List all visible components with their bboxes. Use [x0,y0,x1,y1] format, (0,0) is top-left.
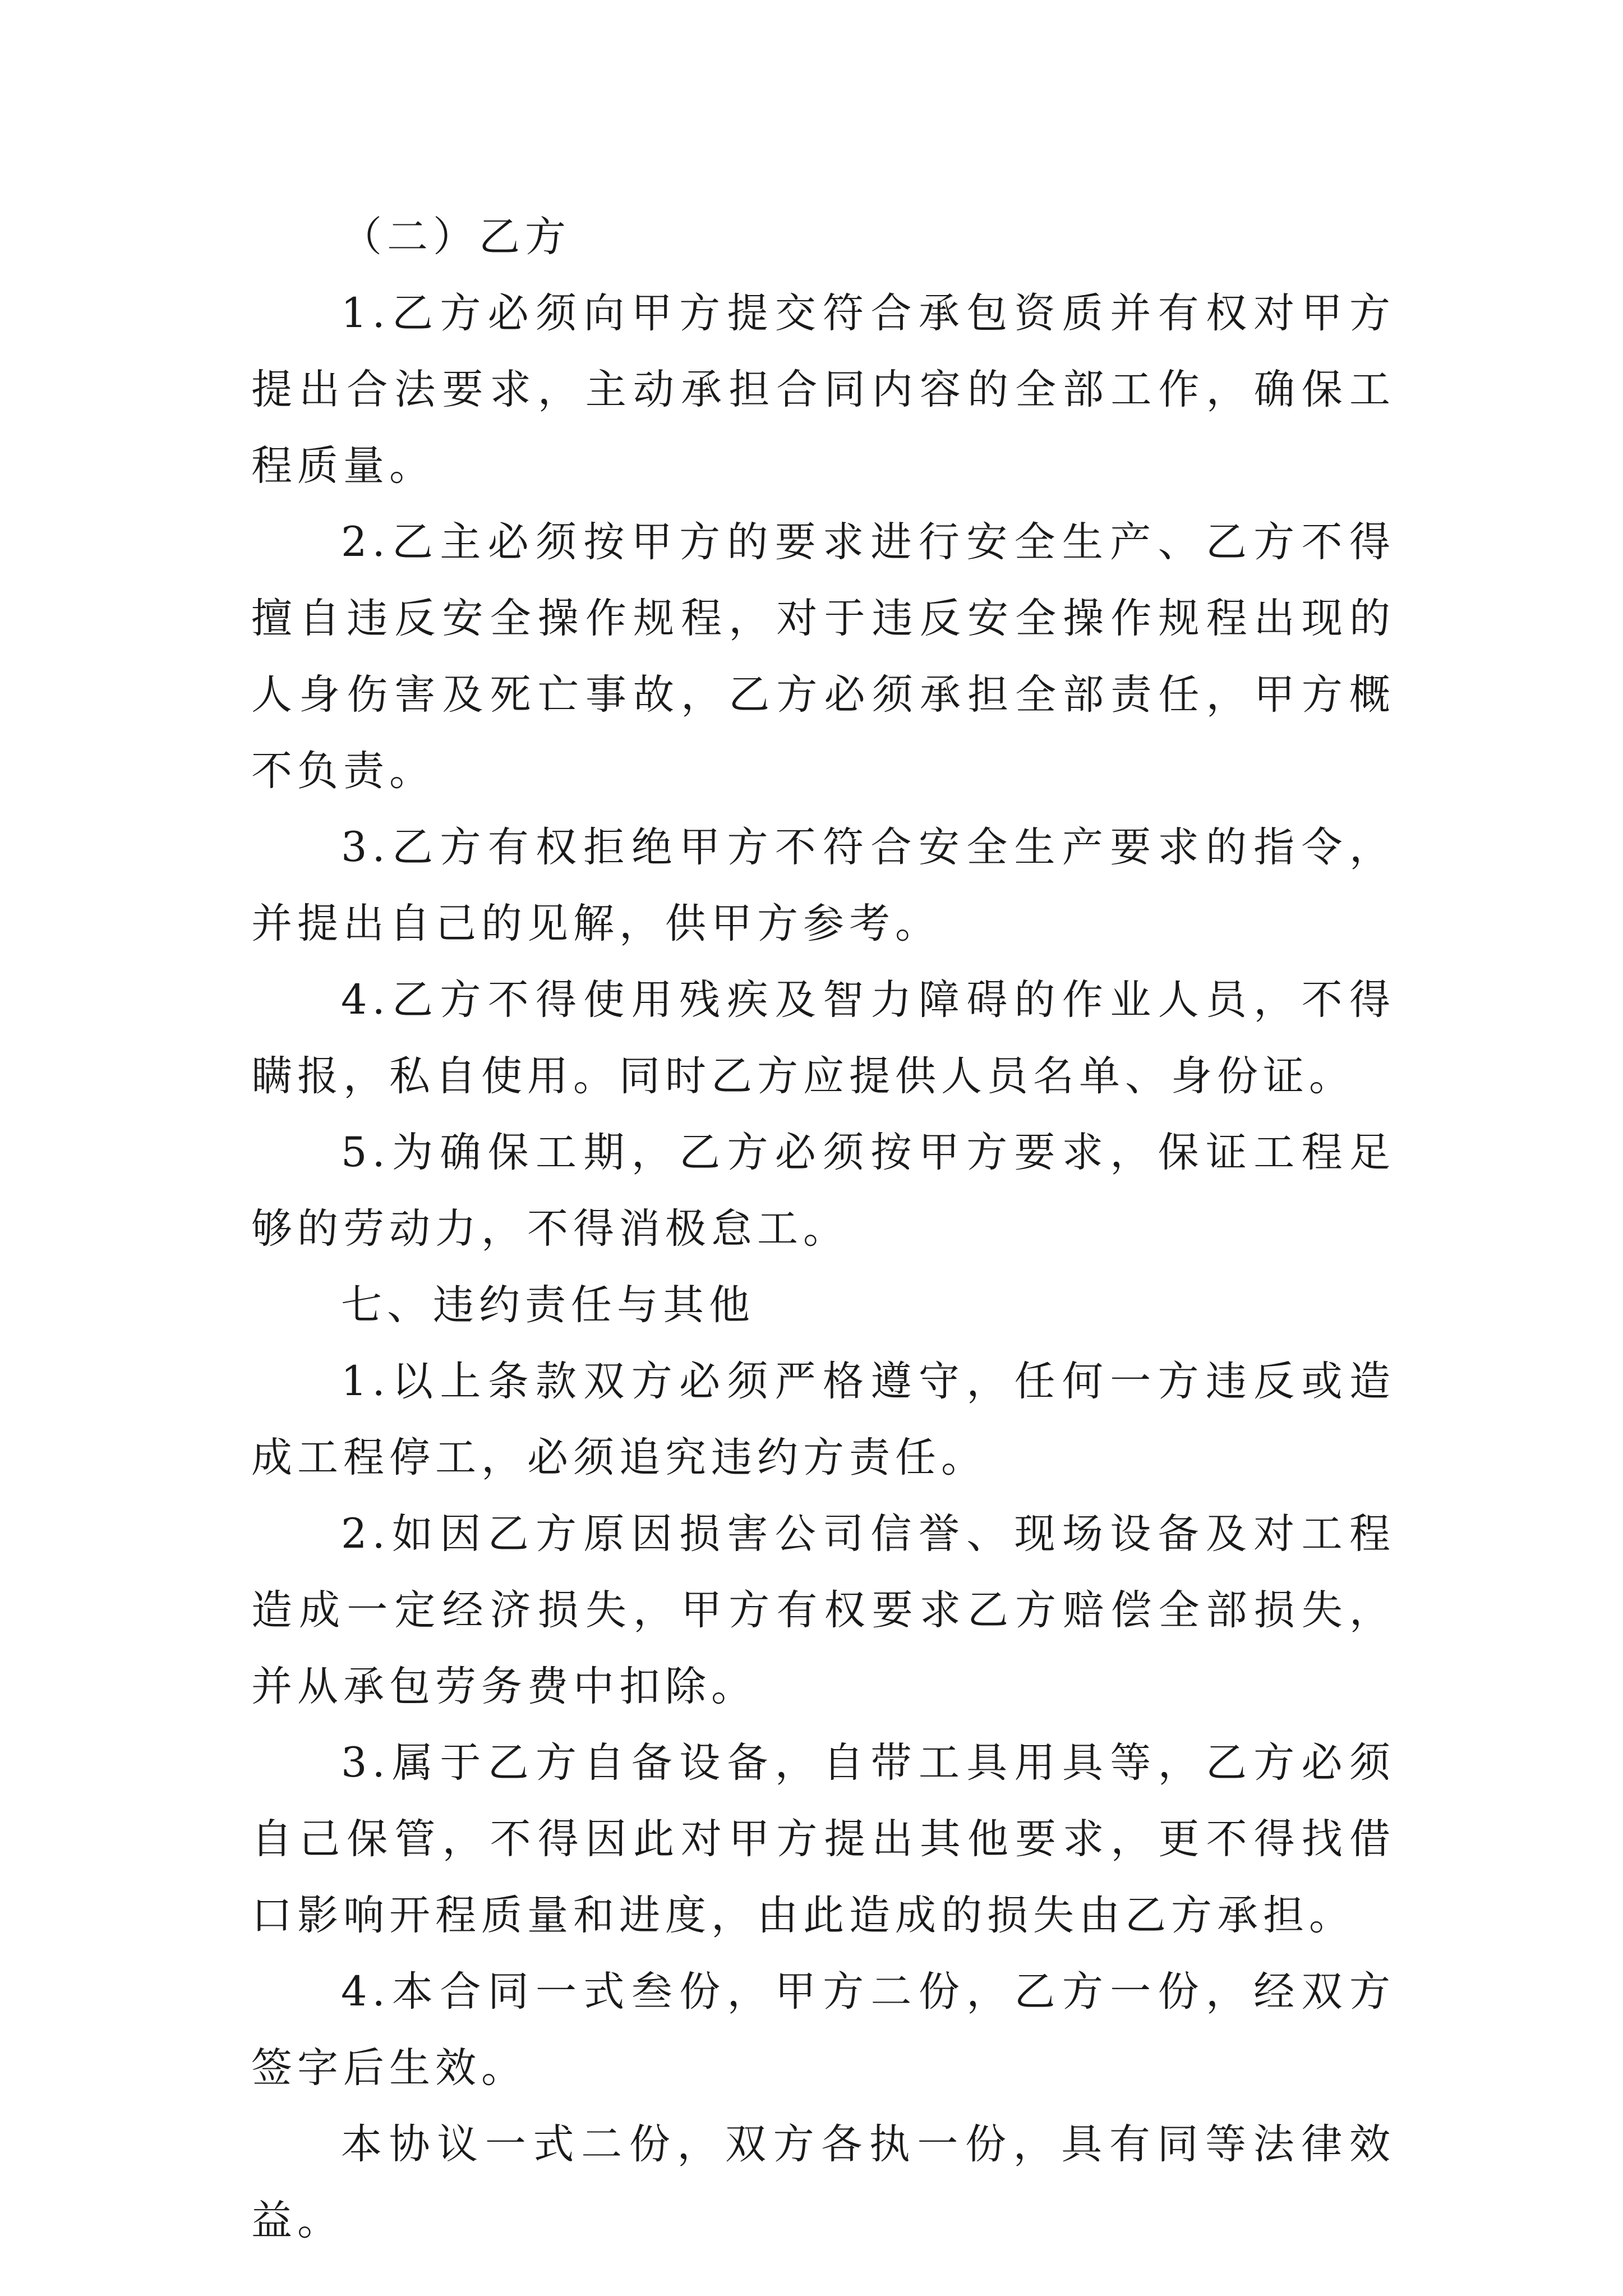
clause-b-1: 1.乙方必须向甲方提交符合承包资质并有权对甲方提出合法要求，主动承担合同内容的全部工作，确保工程质量。 [251,289,1395,490]
clause-7-3: 3.属于乙方自备设备，自带工具用具等，乙方必须自己保管，不得因此对甲方提出其他要求，更不得找借口影响开程质量和进度，由此造成的损失由乙方承担。 [251,1739,1395,1939]
clause-7-1: 1.以上条款双方必须严格遵守，任何一方违反或造成工程停工，必须追究违约方责任。 [251,1358,1395,1481]
section-heading-breach: 七、违约责任与其他 [341,1281,755,1329]
clause-b-3: 3.乙方有权拒绝甲方不符合安全生产要求的指令，并提出自己的见解，供甲方参考。 [251,823,1395,947]
section-heading-party-b: （二）乙方 [341,213,571,261]
clause-7-4: 4.本合同一式叁份，甲方二份，乙方一份，经双方签字后生效。 [251,1968,1395,2092]
clause-7-2: 2.如因乙方原因损害公司信誉、现场设备及对工程造成一定经济损失，甲方有权要求乙方赔偿全部损失，并从承包劳务费中扣除。 [251,1510,1395,1710]
document-body [251,199,1395,2259]
clause-b-2: 2.乙主必须按甲方的要求进行安全生产、乙方不得擅自违反安全操作规程，对于违反安全操作规程出现的人身伤害及死亡事故，乙方必须承担全部责任，甲方概不负责。 [251,518,1395,795]
clause-b-4: 4.乙方不得使用残疾及智力障碍的作业人员，不得瞒报，私自使用。同时乙方应提供人员名单、身份证。 [251,976,1395,1100]
closing-statement: 本协议一式二份，双方各执一份，具有同等法律效益。 [251,2120,1395,2244]
clause-b-5: 5.为确保工期，乙方必须按甲方要求，保证工程足够的劳动力，不得消极怠工。 [251,1129,1395,1253]
